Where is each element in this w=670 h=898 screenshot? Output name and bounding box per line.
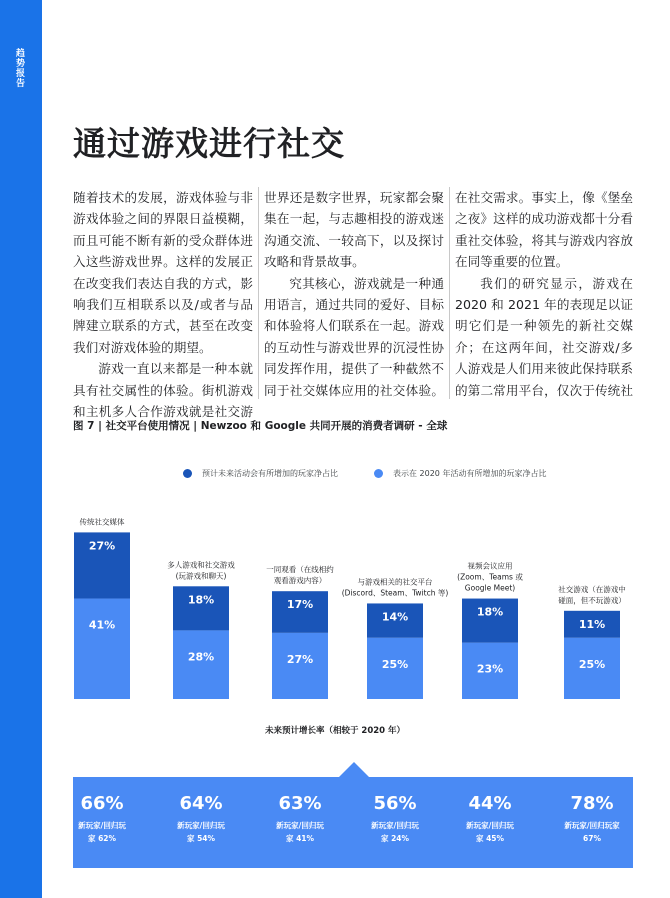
category-label: 多人游戏和社交游戏(玩游戏和聊天) [167,560,235,581]
growth-description: 新玩家/回归玩 家 54% [177,821,225,843]
bar-segment-2020 [272,633,328,699]
column-2-paragraph-2: 究其核心，游戏就是一种通用语言，通过共同的爱好、目标和体验将人们联系在一起。游戏的互动性与游戏世界的沉浸性协同发挥作用，提供了一种截然不同于社交媒体应用的社交体验。 [264,275,444,398]
growth-description: 新玩家/回归玩 家 24% [371,821,419,843]
category-label: 视频会议应用(Zoom、Teams 或 Google Meet) [457,561,523,593]
legend-label-future: 预计未来活动会有所增加的玩家净占比 [202,469,338,478]
growth-percentage: 78% [570,793,614,814]
growth-item [260,792,340,845]
growth-title: 未来预计增长率（相较于 2020 年） [264,726,406,736]
data-label-2020: 23% [476,662,504,676]
column-3-paragraph-2: 我们的研究显示，游戏在 2020 和 2021 年的表现足以证明它们是一种领先的新社交媒介；在这两年间，社交游戏/多人游戏是人们用来彼此保持联系的第二常用平台，仅次于传统社 [455,275,633,398]
data-label-2020: 25% [381,657,409,671]
growth-item [161,792,241,845]
figure-caption: 图 7 | 社交平台使用情况 | Newzoo 和 Google 共同开展的消费者调研 - 全球 [73,420,448,432]
growth-item [450,792,530,845]
growth-percentage: 56% [373,793,417,814]
category-label: 一同观看（在线相约观看游戏内容） [266,565,334,586]
data-label-future: 27% [88,539,116,553]
bar-segment-2020 [173,630,229,699]
data-label-future: 17% [286,598,314,612]
data-label-future: 18% [476,605,504,619]
data-label-future: 18% [187,593,215,607]
sidebar-label: 趋势报告 [14,48,24,88]
growth-description: 新玩家/回归玩 家 62% [78,821,126,843]
growth-description: 新玩家/回归玩家 67% [564,821,620,843]
growth-item [552,792,632,845]
column-1-paragraph-1: 随着技术的发展，游戏体验与非游戏体验之间的界限日益模糊，而且可能不断有新的受众群体进入这些游戏世界。这样的发展正在改变我们表达自我的方式，影响我们互相联系以及/或者与品牌建立联系的方式，甚至在改变我们对游戏体验的期望。 [73,190,253,355]
data-label-future: 11% [578,617,606,631]
growth-percentage: 44% [468,793,512,814]
growth-description: 新玩家/回归玩 家 41% [276,821,324,843]
legend-label-2020: 表示在 2020 年活动有所增加的玩家净占比 [393,469,547,478]
growth-band-notch [339,762,369,777]
growth-percentage: 64% [179,793,223,814]
growth-item [62,792,142,845]
data-label-future: 14% [381,610,409,624]
bar-segment-2020 [74,599,130,699]
category-label: 社交游戏（在游戏中碰面，但不玩游戏） [558,584,626,605]
growth-percentage: 66% [80,793,124,814]
growth-band [73,777,633,868]
column-1-paragraph-2: 游戏一直以来都是一种本就具有社交属性的体验。街机游戏和主机多人合作游戏就是社交游 [73,361,253,420]
column-3-paragraph-1: 在社交需求。事实上，像《堡垒之夜》这样的成功游戏都十分看重社交体验，将其与游戏内容放在同等重要的位置。 [455,190,633,270]
growth-percentage: 63% [278,793,322,814]
data-label-2020: 25% [578,657,606,671]
data-label-2020: 41% [88,618,116,632]
category-label: 与游戏相关的社交平台(Discord、Steam、Twitch 等) [341,577,449,598]
growth-item [355,792,435,845]
page-title: 通过游戏进行社交 [73,124,345,163]
data-label-2020: 28% [187,650,215,664]
category-label: 传统社交媒体 [79,517,125,527]
column-2-paragraph-1: 世界还是数字世界，玩家都会聚集在一起，与志趣相投的游戏迷沟通交流、一较高下，以及探讨攻略和背景故事。 [264,190,444,270]
growth-description: 新玩家/回归玩 家 45% [466,821,514,843]
data-label-2020: 27% [286,652,314,666]
